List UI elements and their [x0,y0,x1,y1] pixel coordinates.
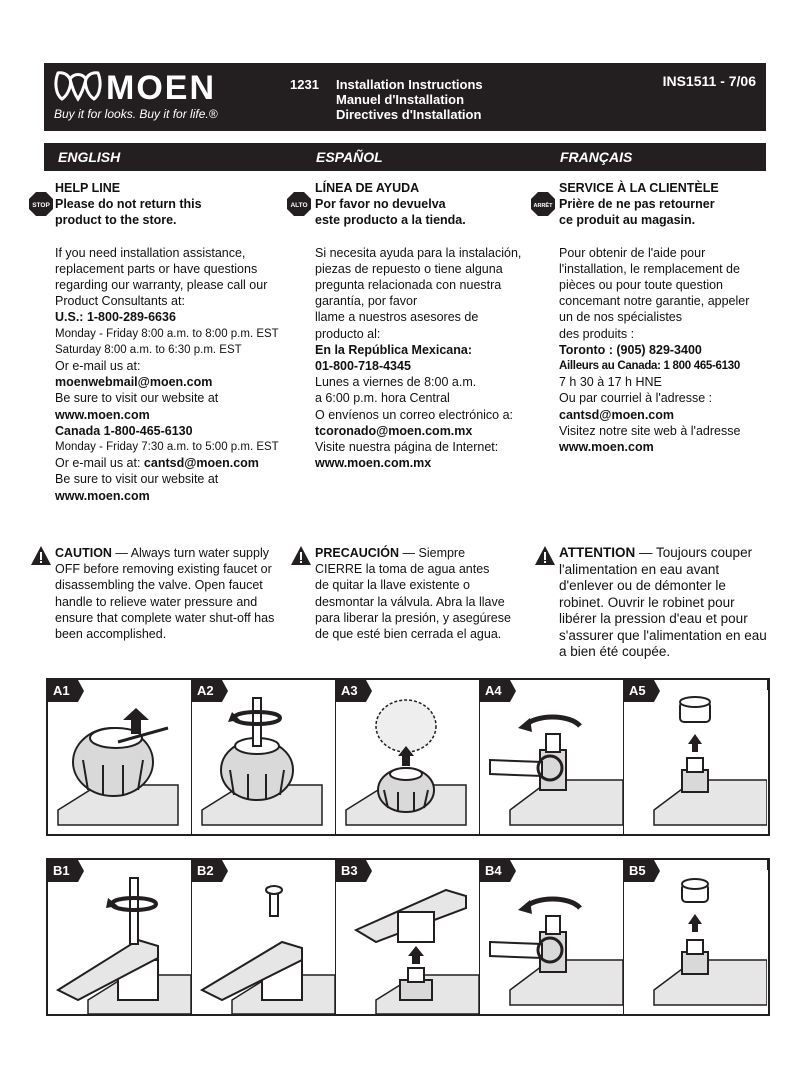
fr-caution-1: Toujours couper [656,545,753,560]
french-column [559,180,774,455]
en-caution [55,545,295,642]
en-caution-6: been accomplished. [55,627,167,642]
es-mx-label: En la República Mexicana: [315,342,472,357]
step-b5 [624,860,767,1014]
fr-caution [559,545,789,661]
step-b5-illustration [624,870,767,1014]
fr-caution-3: d'enlever ou de démonter le [559,578,726,593]
fr-caution-4: robinet. Ouvrir le robinet pour [559,594,735,610]
step-b2 [192,860,336,1014]
fr-caution-7: a bien été coupée. [559,644,671,659]
es-body-6: producto al: [315,326,381,341]
en-website-2[interactable]: www.moen.com [55,488,150,503]
lang-french: FRANÇAIS [560,149,633,165]
fr-body-3: pièces ou pour toute question [559,278,724,293]
en-caution-5: ensure that complete water shut-off has [55,610,275,625]
es-caution-6: de que esté bien cerrada el agua. [315,627,502,642]
fr-caution-6: s'assurer que l'alimentation en eau [559,627,767,643]
es-caution-5: para liberar la presión, y asegúrese [315,610,511,625]
arret-sign-label: ARRÊT [533,203,553,209]
step-b2-illustration [192,870,335,1014]
step-b3 [336,860,480,1014]
es-body-2: piezas de repuesto o tiene alguna [315,261,503,276]
step-a1 [48,680,192,834]
es-caution-3: de quitar la llave existente o [315,578,470,593]
moen-logo [54,67,254,107]
en-canada-phone: Canada 1-800-465-6130 [55,423,193,438]
en-body-4: Product Consultants at: [55,294,185,309]
alto-sign-label: ALTO [290,202,308,209]
english-column [55,180,295,504]
fr-body-6: des produits : [559,326,635,341]
fr-email-label: Ou par courriel à l'adresse : [559,391,713,406]
fr-body-4: concemant notre garantie, appeler [559,294,750,309]
title-fr: Manuel d'Installation [336,92,465,107]
en-canada-email[interactable]: cantsd@moen.com [143,456,259,471]
step-a3 [336,680,480,834]
fr-visit: Visitez notre site web à l'adresse [559,423,741,438]
step-b5-label: B5 [629,863,646,878]
fr-email[interactable]: cantsd@moen.com [559,407,674,422]
en-us-hours-1: Monday - Friday 8:00 a.m. to 8:00 p.m. EST [55,327,279,340]
es-caution-1: Siempre [418,546,466,560]
warning-icon-en [30,545,52,567]
step-a3-label: A3 [341,683,358,698]
step-a5-illustration [624,690,767,834]
en-us-hours-2: Saturday 8:00 a.m. to 6:30 p.m. EST [55,343,242,356]
step-b2-label: B2 [197,863,214,878]
moen-logo-icon [54,69,102,105]
en-visit-2: Be sure to visit our website at [55,472,219,487]
step-b4-illustration [480,870,623,1014]
brand-name: MOEN [106,69,216,107]
fr-body-2: l'installation, le remplacement de [559,261,740,276]
es-email[interactable]: tcoronado@moen.com.mx [315,423,473,438]
step-a4-label: A4 [485,683,502,698]
spanish-column [315,180,545,471]
fr-body-1: Pour obtenir de l'aide pour [559,245,706,260]
es-email-label: O envíenos un correo electrónico a: [315,407,514,422]
en-canada-hours: Monday - Friday 7:30 a.m. to 5:00 p.m. EST [55,441,279,454]
lang-english: ENGLISH [58,149,121,165]
en-help-sub-2: product to the store. [55,213,177,228]
en-website[interactable]: www.moen.com [55,407,150,422]
fr-caution-dash: — [635,545,657,560]
es-help-sub-1: Por favor no devuelva [315,197,446,212]
fr-elsewhere: Ailleurs au Canada: 1 800 465-6130 [559,360,740,373]
fr-body-5: un de nos spécialistes [559,310,682,325]
step-a5-label: A5 [629,683,646,698]
en-email-label: Or e-mail us at: [55,359,141,374]
en-caution-2: OFF before removing existing faucet or [55,562,272,577]
steps-row-b [46,858,770,1016]
step-a1-illustration [48,690,191,834]
fr-caution-2: l'alimentation en eau avant [559,561,720,577]
en-caution-4: handle to relieve water pressure and [55,594,258,609]
es-caution-4: desmontar la válvula. Abra la llave [315,594,505,609]
fr-caution-title: ATTENTION [559,545,636,560]
fr-caution-5: libérer la pression d'eau et pour [559,611,748,626]
es-body-5: llame a nuestros asesores de [315,310,479,325]
step-b1-label: B1 [53,863,70,878]
es-caution-dash: — [399,546,419,560]
en-email[interactable]: moenwebmail@moen.com [55,375,213,390]
es-mx-hours-1: Lunes a viernes de 8:00 a.m. [315,375,477,390]
step-a4-illustration [480,690,623,834]
doc-titles [336,77,483,122]
steps-row-a [46,678,770,836]
es-help-sub-2: este producto a la tienda. [315,213,466,228]
es-body-1: Si necesita ayuda para la instalación, [315,245,522,260]
step-a4 [480,680,624,834]
en-caution-title: CAUTION [55,546,112,560]
step-b4-label: B4 [485,863,502,878]
step-a1-label: A1 [53,683,70,698]
step-a2 [192,680,336,834]
fr-website[interactable]: www.moen.com [559,440,654,455]
es-body-4: garantía, por favor [315,294,418,309]
fr-help-title: SERVICE À LA CLIENTÈLE [559,181,719,195]
stop-sign-icon [29,192,53,216]
es-visit: Visite nuestra página de Internet: [315,440,499,455]
model-number: 1231 [290,77,319,92]
title-es: Directives d'Installation [336,107,482,122]
es-caution-2: CIERRE la toma de agua antes [315,562,490,577]
step-a2-illustration [192,690,335,834]
es-website[interactable]: www.moen.com.mx [315,456,432,471]
language-bar [44,143,766,171]
fr-help-sub-1: Prière de ne pas retourner [559,197,715,212]
step-b3-label: B3 [341,863,358,878]
es-caution-title: PRECAUCIÓN [315,546,400,560]
doc-number: INS1511 - 7/06 [662,73,756,89]
step-b1 [48,860,192,1014]
es-help-title: LÍNEA DE AYUDA [315,181,420,195]
es-mx-phone: 01-800-718-4345 [315,359,411,374]
step-b1-illustration [48,870,191,1014]
en-canada-email-label: Or e-mail us at: [55,456,144,471]
step-a2-label: A2 [197,683,214,698]
step-a5 [624,680,767,834]
en-help-title: HELP LINE [55,181,121,195]
fr-toronto: Toronto : (905) 829-3400 [559,342,702,357]
header-banner [44,63,766,131]
en-visit: Be sure to visit our website at [55,391,219,406]
es-caution [315,545,545,642]
en-caution-dash: — [111,546,131,560]
stop-sign-label: STOP [32,202,50,209]
en-help-sub-1: Please do not return this [55,197,202,212]
lang-spanish: ESPAÑOL [316,149,383,165]
en-caution-1: Always turn water supply [130,546,269,560]
step-b3-illustration [336,870,479,1014]
en-caution-3: disassembling the valve. Open faucet [55,578,263,593]
en-body-3: regarding our warranty, please call our [55,278,268,293]
fr-help-sub-2: ce produit au magasin. [559,213,696,228]
fr-hours: 7 h 30 à 17 h HNE [559,375,662,390]
tagline: Buy it for looks. Buy it for life.® [54,107,218,121]
en-body-1: If you need installation assistance, [55,245,246,260]
step-a3-illustration [336,690,479,834]
en-us-phone: U.S.: 1-800-289-6636 [55,310,176,325]
step-b4 [480,860,624,1014]
en-body-2: replacement parts or have questions [55,261,258,276]
es-mx-hours-2: a 6:00 p.m. hora Central [315,391,450,406]
title-en: Installation Instructions [336,77,483,92]
es-body-3: pregunta relacionada con nuestra [315,278,502,293]
